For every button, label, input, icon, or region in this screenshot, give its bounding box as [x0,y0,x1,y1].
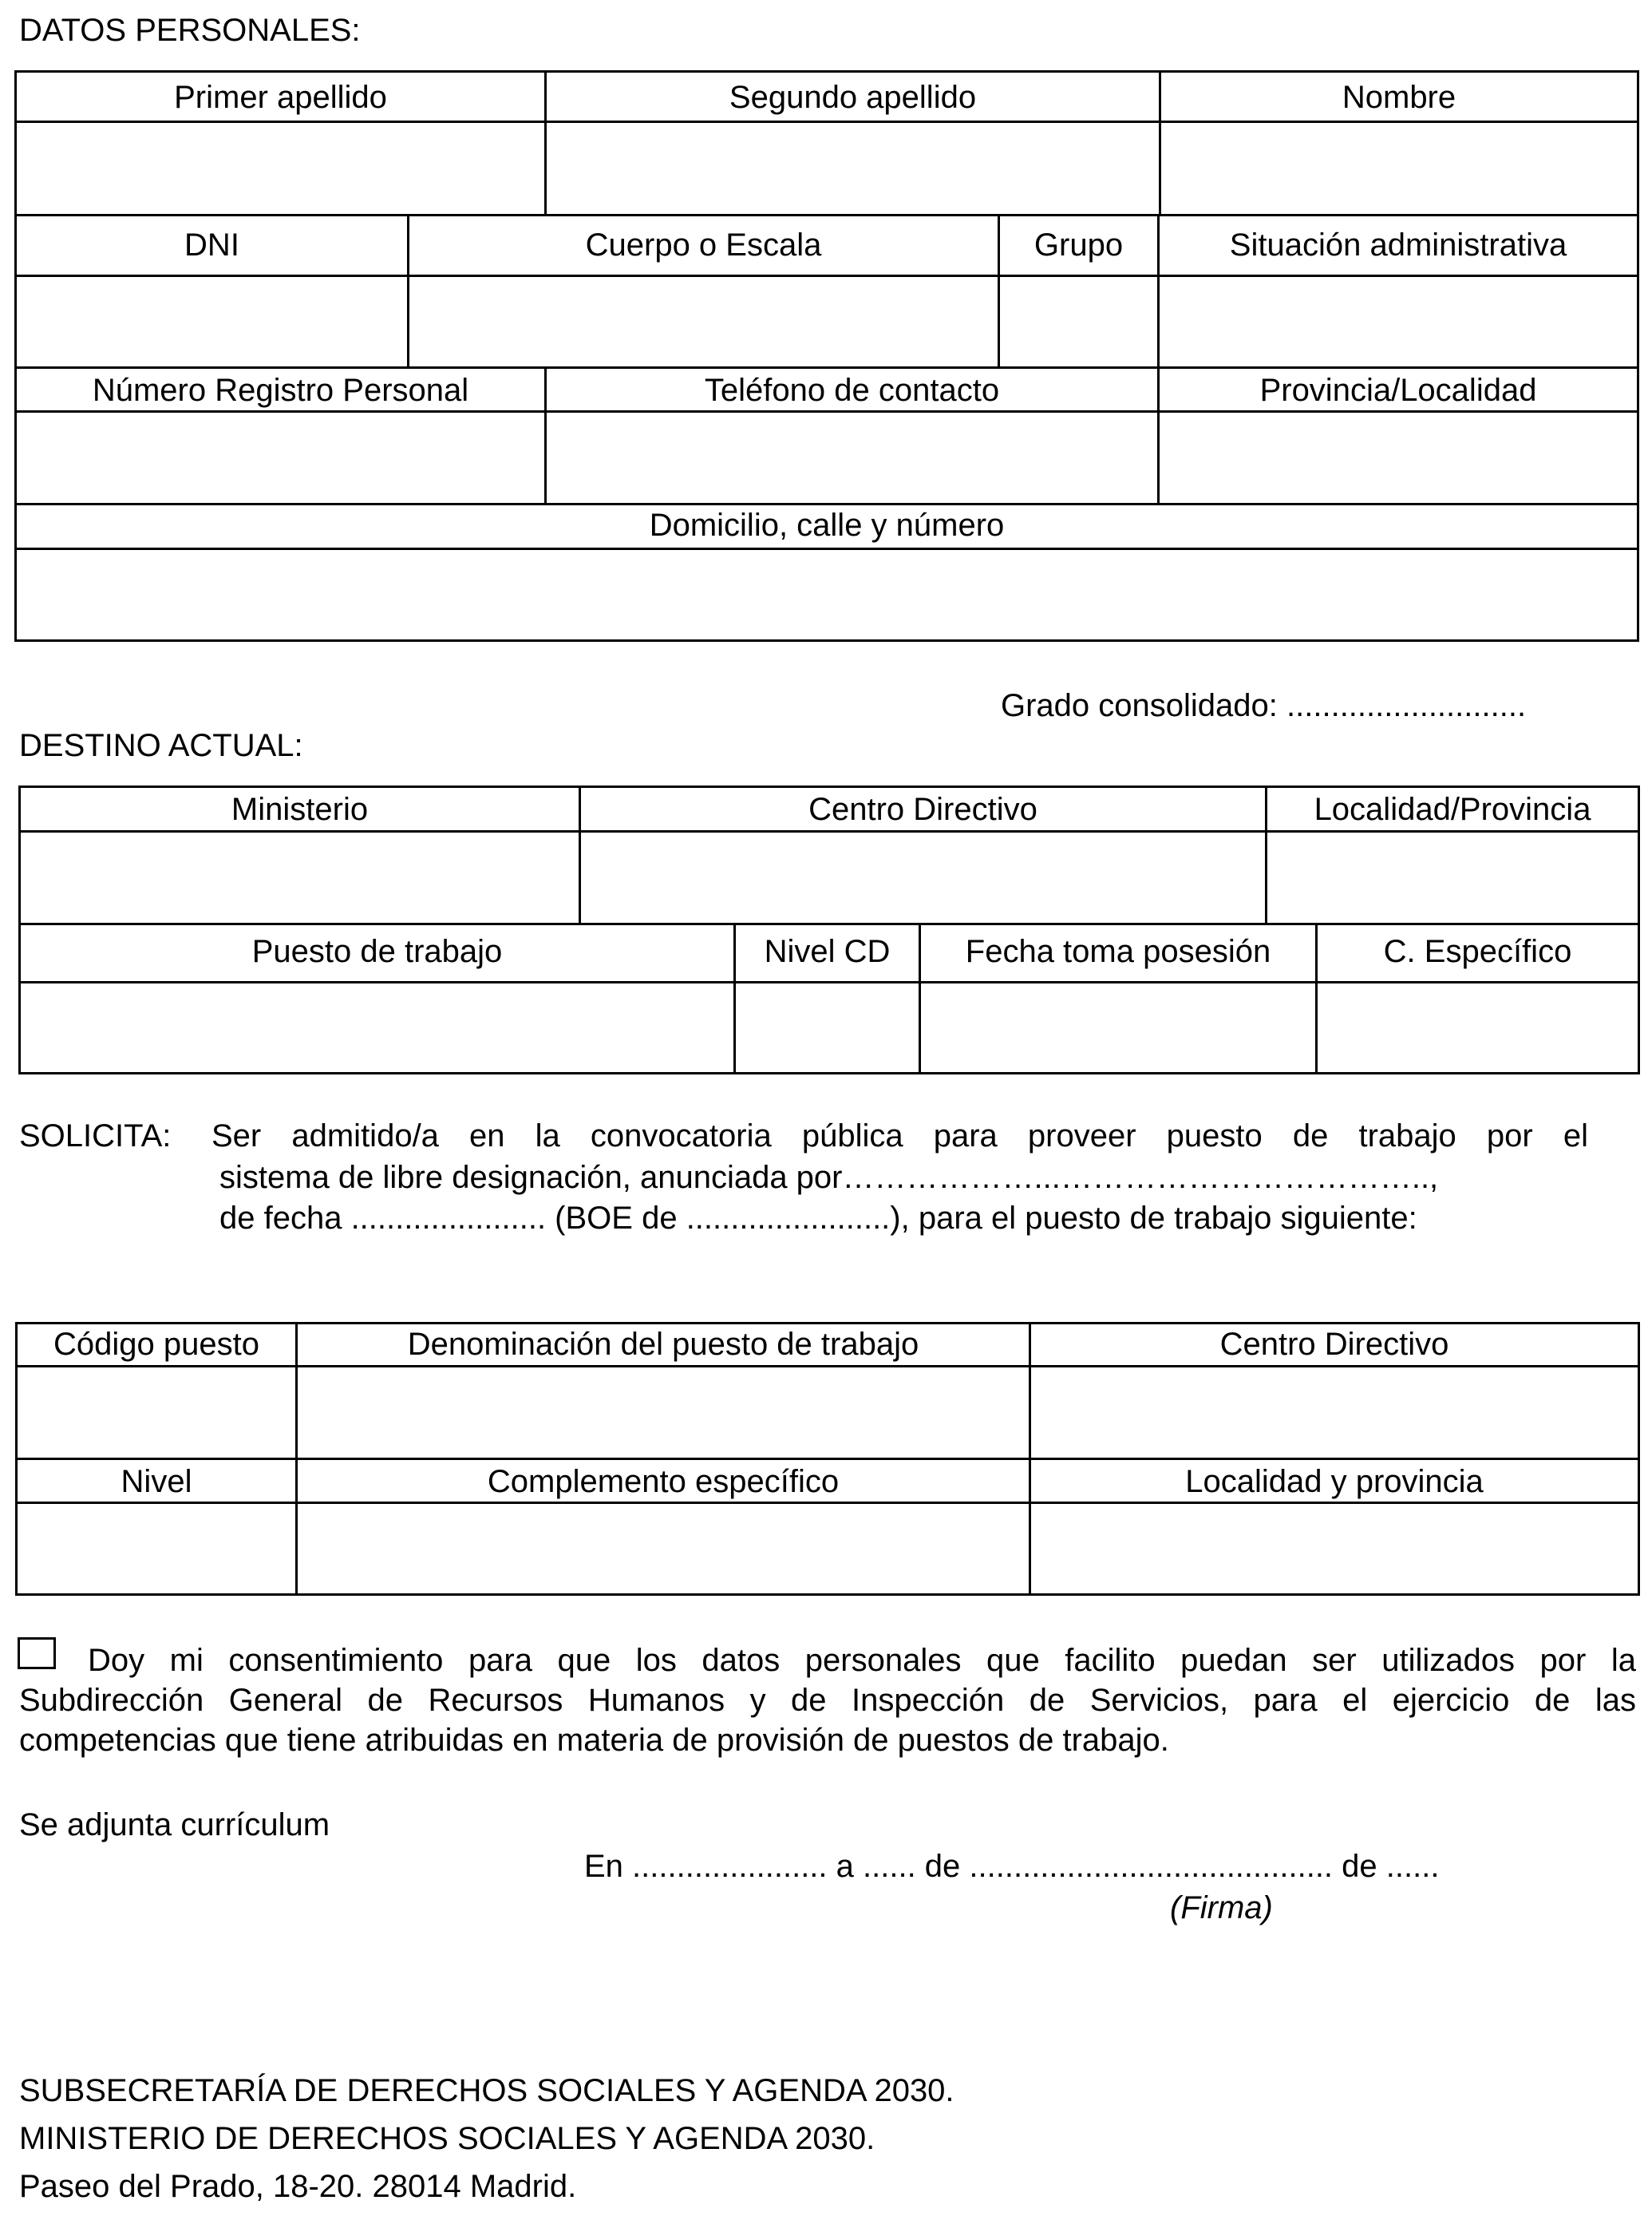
header-primer-apellido: Primer apellido [174,80,387,115]
header-segundo-apellido: Segundo apellido [729,80,977,115]
header-centro-directivo-puesto: Centro Directivo [1219,1327,1449,1362]
section-heading-datos-personales: DATOS PERSONALES: [19,13,361,48]
telefono-field[interactable] [547,413,1157,503]
table-rule [14,366,1639,369]
header-telefono: Teléfono de contacto [704,373,1000,408]
table-rule [14,503,1639,505]
table-rule [15,1458,1640,1460]
header-localidad-provincia: Localidad/Provincia [1314,792,1591,827]
situacion-administrativa-field[interactable] [1160,277,1637,366]
grado-consolidado: Grado consolidado: ........................... [1001,688,1527,723]
solicita-line-3: de fecha ...................... (BOE de .......................), para el puesto de trabajo siguiente: [219,1201,1417,1236]
nombre-field[interactable] [1161,123,1637,214]
header-localidad-y-provincia: Localidad y provincia [1185,1464,1484,1499]
segundo-apellido-field[interactable] [547,123,1159,214]
header-grupo: Grupo [1033,228,1124,263]
header-c-especifico: C. Específico [1383,934,1572,969]
codigo-puesto-field[interactable] [18,1367,295,1458]
cuerpo-escala-field[interactable] [409,277,998,366]
consent-line-3: competencias que tiene atribuidas en materia de provisión de puestos de trabajo. [19,1723,1169,1758]
denominacion-puesto-field[interactable] [298,1367,1029,1458]
footer-subsecretaria: SUBSECRETARÍA DE DERECHOS SOCIALES Y AGENDA 2030. [19,2073,954,2108]
consent-checkbox[interactable] [18,1637,56,1669]
primer-apellido-field[interactable] [17,123,544,214]
solicita-line-1: Ser admitido/a en la convocatoria pública para proveer puesto de trabajo por el [211,1118,1588,1154]
c-especifico-field[interactable] [1318,983,1638,1072]
solicita-line-2: sistema de libre designación, anunciada por………………...…………………………….., [219,1160,1439,1195]
nivel-field[interactable] [18,1504,295,1593]
localidad-y-provincia-field[interactable] [1031,1504,1638,1593]
footer-address: Paseo del Prado, 18-20. 28014 Madrid. [19,2169,577,2204]
header-complemento-especifico: Complemento específico [487,1464,840,1499]
header-fecha-toma-posesion: Fecha toma posesión [965,934,1271,969]
centro-directivo-puesto-field[interactable] [1031,1367,1638,1458]
table-rule [14,214,1639,216]
footer-ministerio: MINISTERIO DE DERECHOS SOCIALES Y AGENDA 2030. [19,2121,875,2156]
firma-label: (Firma) [1170,1890,1273,1925]
table-rule [18,923,1640,925]
header-numero-registro: Número Registro Personal [92,373,469,408]
centro-directivo-field[interactable] [581,833,1265,923]
header-nivel: Nivel [121,1464,192,1499]
ministerio-field[interactable] [21,833,579,923]
header-ministerio: Ministerio [231,792,369,827]
header-situacion-administrativa: Situación administrativa [1229,228,1567,263]
header-centro-directivo: Centro Directivo [808,792,1037,827]
complemento-especifico-field[interactable] [298,1504,1029,1593]
place-date-line: En ...................... a ...... de ......................................... de ...... [584,1849,1440,1884]
header-denominacion-puesto: Denominación del puesto de trabajo [407,1327,919,1362]
curriculum-note: Se adjunta currículum [19,1807,330,1842]
fecha-toma-posesion-field[interactable] [921,983,1315,1072]
header-puesto-trabajo: Puesto de trabajo [251,934,503,969]
provincia-localidad-field[interactable] [1160,413,1637,503]
header-cuerpo-escala: Cuerpo o Escala [585,228,822,263]
header-nombre: Nombre [1342,80,1456,115]
domicilio-field[interactable] [17,550,1637,639]
dni-field[interactable] [17,277,407,366]
header-nivel-cd: Nivel CD [764,934,891,969]
header-provincia-localidad: Provincia/Localidad [1259,373,1537,408]
header-dni: DNI [184,228,239,263]
nivel-cd-field[interactable] [736,983,919,1072]
section-heading-destino-actual: DESTINO ACTUAL: [19,728,303,763]
puesto-trabajo-field[interactable] [21,983,733,1072]
numero-registro-field[interactable] [17,413,544,503]
solicita-label: SOLICITA: [19,1118,172,1154]
header-codigo-puesto: Código puesto [53,1327,259,1362]
consent-line-2: Subdirección General de Recursos Humanos y de Inspección de Servicios, para el ejercicio de las [19,1683,1636,1718]
localidad-provincia-field[interactable] [1267,833,1638,923]
grupo-field[interactable] [1000,277,1157,366]
consent-line-1: Doy mi consentimiento para que los datos personales que facilito puedan ser utilizados por la [88,1643,1636,1678]
header-domicilio: Domicilio, calle y número [649,508,1005,543]
